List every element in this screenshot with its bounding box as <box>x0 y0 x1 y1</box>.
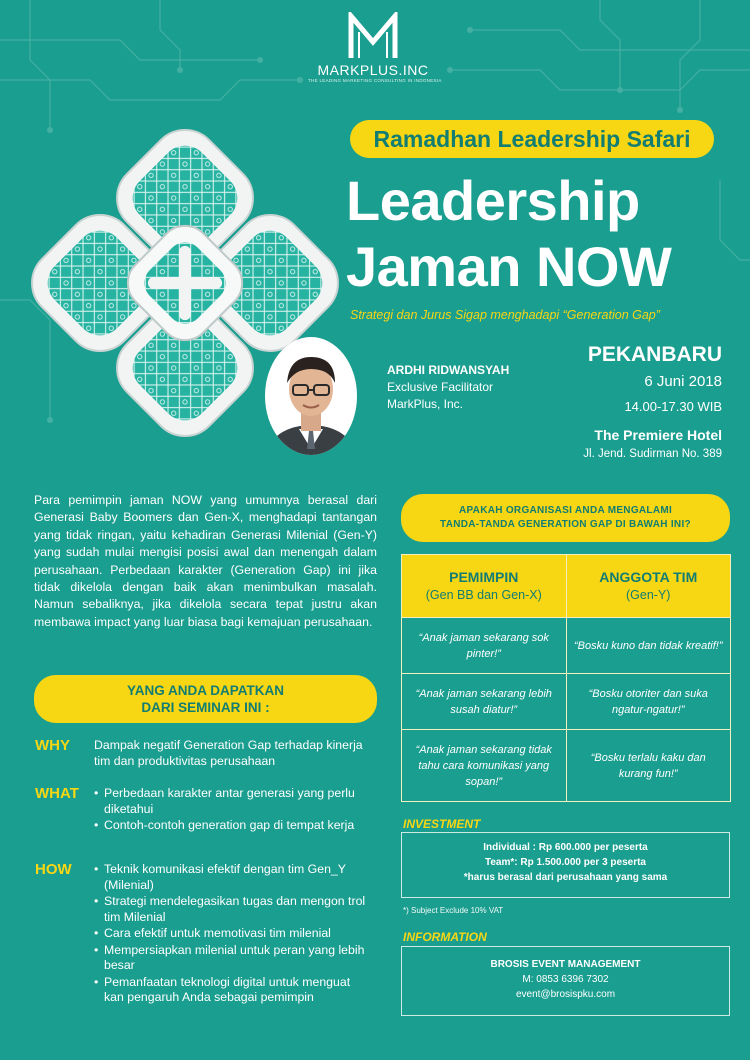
how-item: • Pemanfaatan teknologi digital untuk menguat kan pengaruh Anda sebagai pemimpin <box>94 975 372 1006</box>
benefits-title-pill <box>34 675 377 723</box>
what-item: • Contoh-contoh generation gap di tempat kerja <box>94 818 372 834</box>
series-title-pill: Ramadhan Leadership Safari <box>350 120 714 158</box>
table-row <box>402 618 731 674</box>
header-member-title: ANGGOTA TIM <box>599 569 698 585</box>
tagline: Strategi dan Jurus Sigap menghadapi “Generation Gap” <box>350 308 660 322</box>
brand-name: MARKPLUS.INC <box>317 62 429 78</box>
headline-line-2: Jaman NOW <box>346 235 672 298</box>
table-row <box>402 674 731 730</box>
member-quote: “Bosku kuno dan tidak kreatif!” <box>566 618 731 674</box>
question-line-1: APAKAH ORGANISASI ANDA MENGALAMI <box>458 505 673 516</box>
price-individual: Individual : Rp 600.000 per peserta <box>483 842 648 853</box>
leader-quote: “Anak jaman sekarang lebih susah diatur!” <box>402 674 567 730</box>
intro-paragraph: Para pemimpin jaman NOW yang umumnya berasal dari Generasi Baby Boomers dan Gen-X, menghadapi tantangan yang tidak ringan, yaitu kehadiran Generasi Milenial (Gen-Y) yang sudah mulai mengisi posisi awal dan menengah dalam perusahaan. Perbedaan karakter (Generation Gap) ini jika tidak dikelola dengan baik akan menimbulkan masalah. Namun sebaliknya, jika dikelola secara tepat justru akan membawa impact yang luar biasa bagi kemajuan perusahaan. <box>34 493 377 629</box>
markplus-logo <box>308 12 442 83</box>
speaker-avatar <box>265 337 357 455</box>
benefits-title-line-2: DARI SEMINAR INI : <box>141 700 270 715</box>
event-date: 6 Juni 2018 <box>644 373 722 390</box>
information-heading: INFORMATION <box>403 930 487 944</box>
event-time: 14.00-17.30 WIB <box>624 399 722 414</box>
header-member <box>566 555 731 618</box>
table-row <box>402 730 731 802</box>
how-label: HOW <box>35 861 72 878</box>
how-list <box>94 862 372 1007</box>
header-leader <box>402 555 567 618</box>
generation-gap-table <box>401 554 731 802</box>
contact-email: event@brosispku.com <box>515 989 616 1000</box>
event-address: Jl. Jend. Sudirman No. 389 <box>583 448 722 460</box>
benefits-title-line-1: YANG ANDA DAPATKAN <box>126 683 284 698</box>
how-item: • Mempersiapkan milenial untuk peran yang lebih besar <box>94 943 372 974</box>
question-pill <box>401 494 730 542</box>
how-item: • Strategi mendelegasikan tugas dan mengon trol tim Milenial <box>94 894 372 925</box>
question-line-2: TANDA-TANDA GENERATION GAP DI BAWAH INI? <box>440 519 691 530</box>
event-venue: The Premiere Hotel <box>594 427 722 443</box>
leader-quote: “Anak jaman sekarang tidak tahu cara komunikasi yang sopan!” <box>402 730 567 802</box>
speaker-name: ARDHI RIDWANSYAH <box>387 363 510 377</box>
main-headline <box>346 168 736 300</box>
investment-box <box>401 832 730 898</box>
header-leader-title: PEMIMPIN <box>449 569 519 585</box>
table-header-row <box>402 555 731 618</box>
brand-tagline: THE LEADING MARKETING CONSULTING IN INDONESIA <box>308 78 442 83</box>
contact-phone: M: 0853 6396 7302 <box>522 974 609 985</box>
what-list <box>94 786 372 835</box>
vat-note: *) Subject Exclude 10% VAT <box>403 906 504 915</box>
what-item: • Perbedaan karakter antar generasi yang perlu diketahui <box>94 786 372 817</box>
organizer-name: BROSIS EVENT MANAGEMENT <box>490 959 641 970</box>
team-note: *harus berasal dari perusahaan yang sama <box>463 872 668 883</box>
leader-quote: “Anak jaman sekarang sok pinter!” <box>402 618 567 674</box>
member-quote: “Bosku terlalu kaku dan kurang fun!” <box>566 730 731 802</box>
markplus-m-icon <box>347 12 399 60</box>
information-box <box>401 946 730 1016</box>
member-quote: “Bosku otoriter dan suka ngatur-ngatur!” <box>566 674 731 730</box>
what-label: WHAT <box>35 785 79 802</box>
event-city: PEKANBARU <box>587 343 722 366</box>
header-leader-sub: (Gen BB dan Gen-X) <box>425 588 542 602</box>
speaker-company: MarkPlus, Inc. <box>387 397 464 411</box>
why-text: Dampak negatif Generation Gap terhadap kinerja tim dan produktivitas perusahaan <box>94 738 363 768</box>
event-details <box>583 342 722 463</box>
why-label: WHY <box>35 737 70 754</box>
price-team: Team*: Rp 1.500.000 per 3 peserta <box>484 857 646 868</box>
header-member-sub: (Gen-Y) <box>626 588 671 602</box>
speaker-info <box>387 362 509 413</box>
headline-line-1: Leadership <box>346 169 640 232</box>
how-item: • Cara efektif untuk memotivasi tim milenial <box>94 926 372 942</box>
speaker-role: Exclusive Facilitator <box>387 380 494 394</box>
investment-heading: INVESTMENT <box>403 817 481 831</box>
how-item: • Teknik komunikasi efektif dengan tim Gen_Y (Milenial) <box>94 862 372 893</box>
